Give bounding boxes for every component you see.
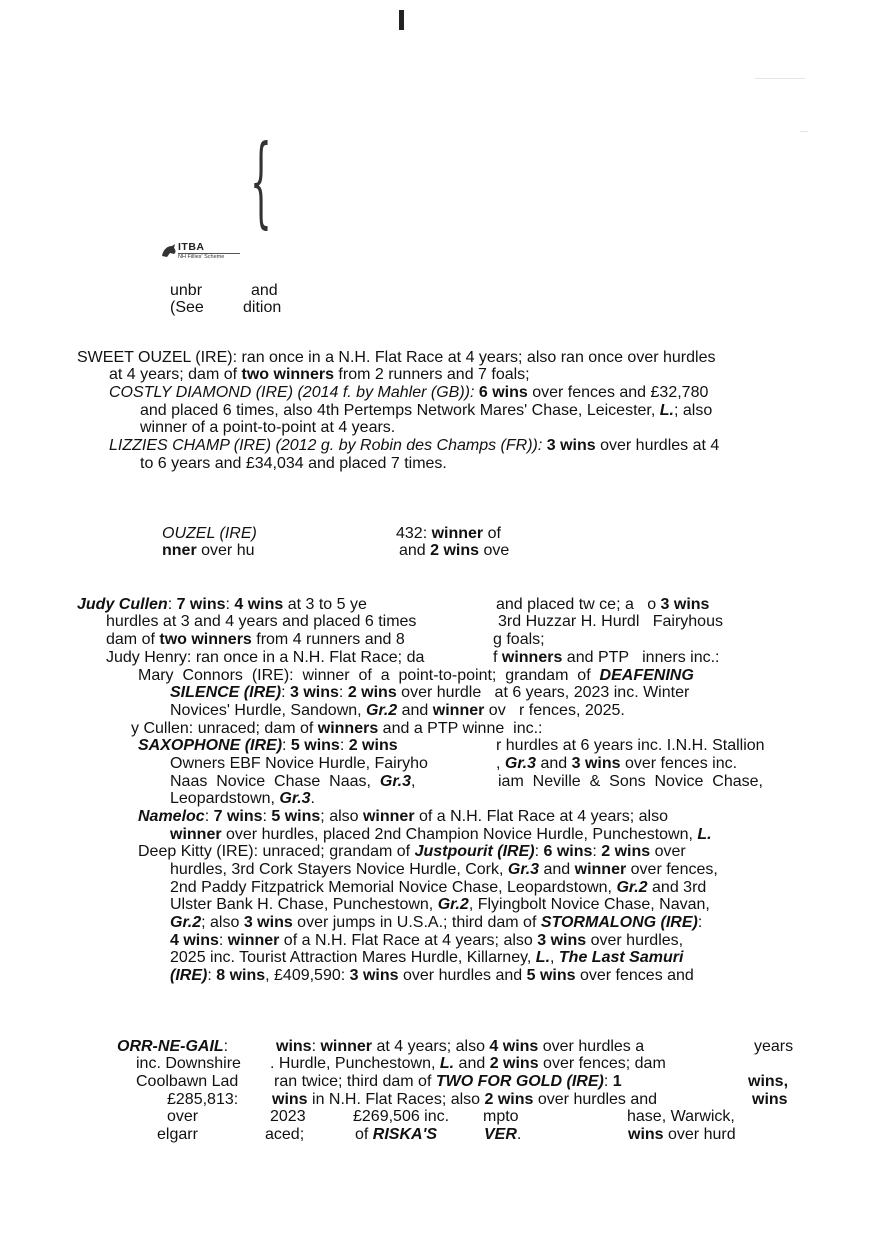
text-run: winner <box>227 932 280 949</box>
text-run: : <box>262 808 272 825</box>
text-line <box>493 631 545 649</box>
text-run: Gr.2 <box>437 896 469 913</box>
text-run: ; also <box>673 402 713 419</box>
text-run: 3 wins <box>660 596 710 613</box>
text-run: over hurdle at 6 years, 2023 inc. Winter <box>396 684 690 701</box>
text-run: SILENCE (IRE) <box>170 684 282 701</box>
text-run: : <box>218 932 228 949</box>
logo-title: ITBA <box>178 241 205 253</box>
text-line <box>138 843 686 861</box>
text-run: : <box>282 737 291 754</box>
text-run: and <box>536 755 572 772</box>
fragment-text: OUZEL (IRE) <box>162 525 257 542</box>
text-line <box>493 649 719 667</box>
fragment-text: and <box>251 282 278 299</box>
text-run: 2nd Paddy Fitzpatrick Memorial Novice Chase, Leopardstown, <box>170 879 617 896</box>
text-line <box>106 649 424 667</box>
text-line <box>498 613 723 631</box>
text-run: 3 wins <box>243 914 293 931</box>
text-line <box>131 720 542 738</box>
text-line <box>628 1126 736 1144</box>
text-line <box>170 790 315 808</box>
text-run: . <box>310 790 315 807</box>
text-run: at 4 years; also <box>372 1038 490 1055</box>
text-run: 2 wins <box>484 1091 534 1108</box>
text-run: : <box>223 1038 229 1055</box>
text-line <box>754 1038 793 1056</box>
text-run: g foals; <box>493 631 545 648</box>
text-run: Gr.2 <box>366 702 398 719</box>
text-run: 2 wins <box>347 684 397 701</box>
text-run: 2 wins <box>348 737 398 754</box>
fragment-text: unbr <box>170 282 203 299</box>
text-run: . <box>516 1126 522 1143</box>
text-run: and <box>539 861 575 878</box>
text-line: aced; <box>265 1126 305 1143</box>
text-run: Novices' Hurdle, Sandown, <box>170 702 367 719</box>
text-run: over fences and <box>575 967 694 984</box>
text-run: 432: <box>396 525 432 542</box>
text-run: and a PTP winne inc.: <box>378 720 543 737</box>
text-run: ran twice; third dam of <box>274 1073 436 1090</box>
text-run: £285,813: <box>167 1091 239 1108</box>
text-run: r hurdles at 6 years inc. I.N.H. Stallion <box>496 737 765 754</box>
text-run: winner <box>431 525 484 542</box>
text-run: f <box>493 649 502 666</box>
text-run: : <box>204 808 214 825</box>
text-line: 2023 <box>270 1108 306 1125</box>
text-run: ove <box>479 542 510 559</box>
text-run: Gr.3 <box>507 861 540 878</box>
fragment-text <box>162 542 254 560</box>
text-run: COSTLY DIAMOND (IRE) (2014 f. by Mahler (GB)): <box>109 384 479 401</box>
text-line <box>170 773 415 791</box>
text-line <box>136 1073 238 1091</box>
text-run: of a N.H. Flat Race at 4 years; also <box>279 932 538 949</box>
text-line <box>106 613 416 631</box>
text-run: 3rd Huzzar H. Hurdl Fairyhous <box>498 613 723 630</box>
text-run: : <box>338 684 348 701</box>
text-run: Gr.3 <box>379 773 412 790</box>
text-run: , <box>550 949 559 966</box>
text-run: winner <box>170 826 222 843</box>
text-run: RISKA'S <box>372 1126 438 1143</box>
text-run: 3 wins <box>546 437 596 454</box>
text-line: wins <box>752 1091 788 1108</box>
text-line <box>106 631 405 649</box>
text-run: over fences; dam <box>538 1055 666 1072</box>
text-run: over fences, <box>626 861 718 878</box>
text-run: Gr.2 <box>170 914 202 931</box>
text-line <box>109 366 530 384</box>
text-run: DEAFENING <box>599 667 694 684</box>
text-line <box>109 384 708 402</box>
text-run: and <box>399 542 431 559</box>
text-run: over <box>650 843 686 860</box>
text-run: Deep Kitty (IRE): unraced; grandam of <box>138 843 415 860</box>
text-run: over hurdles, <box>586 932 684 949</box>
logo-subtitle: NH Fillies' Scheme <box>178 254 225 260</box>
text-run: and PTP inners inc.: <box>562 649 720 666</box>
text-run: Nameloc <box>138 808 205 825</box>
text-run: 6 wins <box>478 384 528 401</box>
text-run: and 3rd <box>647 879 707 896</box>
text-run: , Flyingbolt Novice Chase, Navan, <box>468 896 710 913</box>
text-run: hurdles, 3rd Cork Stayers Novice Hurdle, Cork, <box>170 861 508 878</box>
text-run: 5 wins <box>526 967 576 984</box>
text-run: Ulster Bank H. Chase, Punchestown, <box>170 896 438 913</box>
text-run: winner <box>362 808 415 825</box>
text-line <box>77 596 367 614</box>
text-run: LIZZIES CHAMP (IRE) (2012 g. by Robin des Champs (FR)): <box>109 437 547 454</box>
text-line <box>140 419 395 437</box>
text-run: y Cullen: unraced; dam of <box>131 720 318 737</box>
top-mark <box>399 10 404 30</box>
text-run: 2025 inc. Tourist Attraction Mares Hurdle, Killarney, <box>170 949 536 966</box>
text-run: winner <box>432 702 485 719</box>
text-line <box>170 702 625 720</box>
text-run: 2 wins <box>489 1055 539 1072</box>
text-run: , <box>411 773 416 790</box>
text-run: Mary Connors (IRE): winner of a point-to-point; grandam of <box>138 667 600 684</box>
itba-logo <box>160 240 280 266</box>
text-run: ov r fences, 2025. <box>484 702 625 719</box>
text-run: two winners <box>241 366 334 383</box>
text-line: wins, <box>748 1073 789 1090</box>
text-line <box>170 896 710 914</box>
text-run: : <box>281 684 291 701</box>
text-line <box>140 402 712 420</box>
text-run: ORR-NE-GAIL <box>117 1038 224 1055</box>
text-run: over hurdles at 4 <box>595 437 720 454</box>
text-run: 1 <box>612 1073 622 1090</box>
text-run: 2 wins <box>430 542 480 559</box>
text-run: 6 wins <box>543 843 593 860</box>
text-run: ; also <box>320 808 363 825</box>
text-run: , £409,590: <box>265 967 350 984</box>
text-run: winner <box>320 1038 373 1055</box>
text-run: Owners EBF Novice Hurdle, Fairyho <box>170 755 428 772</box>
text-line <box>170 684 689 702</box>
text-run: over hurdles and <box>533 1091 658 1108</box>
text-line <box>109 437 719 455</box>
text-run: 8 wins <box>216 967 266 984</box>
text-run: and <box>397 702 433 719</box>
text-run: Naas Novice Chase Naas, <box>170 773 380 790</box>
text-run: dam of <box>106 631 160 648</box>
text-line: hase, Warwick, <box>627 1108 735 1125</box>
text-run: Coolbawn Lad <box>136 1073 239 1090</box>
text-run: Judy Henry: ran once in a N.H. Flat Race; da <box>106 649 425 666</box>
text-run: of <box>355 1126 373 1143</box>
text-line <box>496 755 737 773</box>
text-run: wins <box>272 1091 308 1108</box>
text-run: hurdles at 3 and 4 years and placed 6 times <box>106 613 417 630</box>
text-line <box>136 1055 241 1073</box>
text-run: Gr.3 <box>504 755 537 772</box>
text-run: SWEET OUZEL (IRE): ran once in a N.H. Flat Race at 4 years; also ran once over hurdles <box>77 349 716 366</box>
text-run: ; also <box>201 914 244 931</box>
text-line <box>484 1126 521 1144</box>
text-line <box>170 826 712 844</box>
text-run: 3 wins <box>349 967 399 984</box>
text-run: : <box>592 843 602 860</box>
text-line: mpto <box>483 1108 519 1125</box>
fragment-text: (See <box>170 299 204 316</box>
text-run: VER <box>484 1126 517 1143</box>
text-line <box>496 737 765 755</box>
text-line <box>170 861 718 879</box>
text-line <box>270 1055 666 1073</box>
text-run: nner <box>162 542 197 559</box>
text-run: : <box>167 596 177 613</box>
text-line <box>276 1038 644 1056</box>
text-run: 7 wins <box>176 596 226 613</box>
text-run: : <box>225 596 235 613</box>
text-line <box>138 667 694 685</box>
fragment-text <box>396 525 501 543</box>
text-run: Judy Cullen <box>77 596 168 613</box>
text-run: of <box>483 525 501 542</box>
text-run: Leopardstown, <box>170 790 280 807</box>
text-line <box>170 967 694 985</box>
text-line <box>138 737 398 755</box>
text-line <box>170 914 702 932</box>
text-run: two winners <box>159 631 252 648</box>
text-line <box>170 879 706 897</box>
text-run: inc. Downshire <box>136 1055 241 1072</box>
text-run: 3 wins <box>290 684 339 701</box>
text-line <box>140 455 447 473</box>
text-run: over hurd <box>663 1126 736 1143</box>
text-run: Justpourit (IRE) <box>414 843 535 860</box>
text-line <box>77 349 715 367</box>
text-run: to 6 years and £34,034 and placed 7 times. <box>140 455 447 472</box>
text-run: 3 wins <box>571 755 621 772</box>
pedigree-brace: { <box>250 125 272 239</box>
faint-rule <box>755 78 805 79</box>
text-run: , <box>496 755 505 772</box>
text-line <box>274 1073 622 1091</box>
text-run: from 2 runners and 7 foals; <box>333 366 530 383</box>
text-line: over <box>167 1108 199 1125</box>
text-line <box>170 932 683 950</box>
text-line <box>272 1091 657 1109</box>
text-run: The Last Samuri <box>558 949 684 966</box>
text-run: winner of a point-to-point at 4 years. <box>140 419 396 436</box>
text-run: over jumps in U.S.A.; third dam of <box>292 914 541 931</box>
text-run: over fences and £32,780 <box>527 384 709 401</box>
text-run: : <box>697 914 703 931</box>
text-run: L. <box>535 949 551 966</box>
text-run: and <box>454 1055 490 1072</box>
text-run: 4 wins <box>170 932 219 949</box>
text-run: (IRE) <box>170 967 208 984</box>
text-run: and placed tw ce; a o <box>496 596 661 613</box>
text-run: L. <box>697 826 712 843</box>
text-run: winners <box>501 649 563 666</box>
text-run: SAXOPHONE (IRE) <box>138 737 283 754</box>
text-run: : <box>207 967 217 984</box>
text-run: winner <box>574 861 627 878</box>
text-run: wins <box>628 1126 664 1143</box>
text-run: from 4 runners and 8 <box>251 631 405 648</box>
text-line <box>355 1126 437 1144</box>
text-line <box>498 773 763 791</box>
text-run: : <box>603 1073 613 1090</box>
text-run: STORMALONG (IRE) <box>540 914 698 931</box>
text-run: TWO FOR GOLD (IRE) <box>435 1073 604 1090</box>
text-run: over hurdles a <box>538 1038 645 1055</box>
text-line: elgarr <box>157 1126 198 1143</box>
text-run: 5 wins <box>271 808 321 825</box>
text-run: over fences inc. <box>620 755 738 772</box>
text-run: L. <box>439 1055 455 1072</box>
faint-rule <box>800 131 808 132</box>
text-run: at 3 to 5 ye <box>283 596 367 613</box>
text-line <box>170 949 683 967</box>
text-run: in N.H. Flat Races; also <box>307 1091 485 1108</box>
text-run: wins <box>276 1038 312 1055</box>
text-run: . Hurdle, Punchestown, <box>270 1055 440 1072</box>
text-run: over hurdles, placed 2nd Champion Novice Hurdle, Punchestown, <box>221 826 698 843</box>
text-run: : <box>534 843 544 860</box>
text-run: L. <box>659 402 674 419</box>
text-run: winners <box>317 720 379 737</box>
text-run: years <box>754 1038 794 1055</box>
text-run: at 4 years; dam of <box>109 366 242 383</box>
fragment-text: dition <box>243 299 282 316</box>
text-run: of a N.H. Flat Race at 4 years; also <box>414 808 668 825</box>
text-run: 4 wins <box>234 596 284 613</box>
text-run: 7 wins <box>213 808 263 825</box>
text-run: Gr.2 <box>616 879 648 896</box>
text-run: over hu <box>196 542 255 559</box>
text-run: 2 wins <box>601 843 651 860</box>
text-run: 5 wins <box>290 737 340 754</box>
horse-head-icon <box>160 242 178 260</box>
text-run: 3 wins <box>537 932 587 949</box>
text-run: : <box>311 1038 321 1055</box>
fragment-text <box>399 542 509 560</box>
text-run: and placed 6 times, also 4th Pertemps Network Mares' Chase, Leicester, <box>140 402 660 419</box>
text-line <box>496 596 709 614</box>
text-run: over hurdles and <box>398 967 527 984</box>
text-run: : <box>339 737 349 754</box>
text-line: £269,506 inc. <box>353 1108 450 1125</box>
text-run: Gr.3 <box>279 790 311 807</box>
text-line <box>167 1091 238 1109</box>
text-line <box>117 1038 228 1056</box>
text-line <box>170 755 428 773</box>
text-run: 4 wins <box>489 1038 539 1055</box>
text-line <box>138 808 668 826</box>
text-run: iam Neville & Sons Novice Chase, <box>498 773 763 790</box>
